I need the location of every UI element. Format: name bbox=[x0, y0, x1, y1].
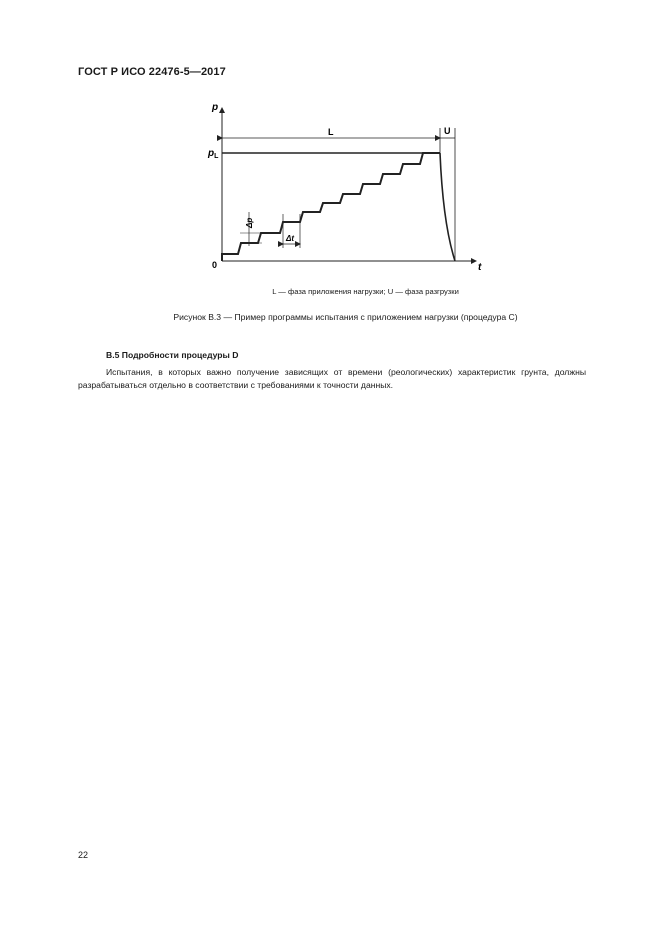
y-axis-label: p bbox=[212, 102, 219, 113]
figure-caption: Рисунок В.3 — Пример программы испытания с приложением нагрузки (процедура С) bbox=[173, 312, 518, 322]
figure-legend: L — фаза приложения нагрузки; U — фаза разгрузки bbox=[272, 287, 459, 296]
phase-l-label: L bbox=[328, 127, 334, 137]
section-title: В.5 Подробности процедуры D bbox=[106, 350, 239, 360]
pl-label: $p_L$ bbox=[208, 148, 219, 160]
delta-t-label: Δt bbox=[286, 234, 295, 243]
page-number: 22 bbox=[78, 850, 89, 860]
phase-u-label: U bbox=[444, 126, 451, 136]
section-paragraph: Испытания, в которых важно получение зависящих от времени (реологических) характеристик грунта, должны разрабатываться отдельно в соответствии с требованиями к точности данных. bbox=[78, 367, 586, 390]
delta-p-label: Δp bbox=[245, 217, 254, 228]
x-axis-label: t bbox=[478, 262, 482, 273]
loading-staircase bbox=[222, 153, 440, 261]
loading-program-figure bbox=[200, 96, 500, 276]
origin-label: 0 bbox=[212, 260, 218, 270]
loading-program-diagram bbox=[200, 96, 500, 276]
unloading-curve bbox=[440, 153, 455, 261]
document-header: ГОСТ Р ИСО 22476-5—2017 bbox=[78, 66, 226, 78]
